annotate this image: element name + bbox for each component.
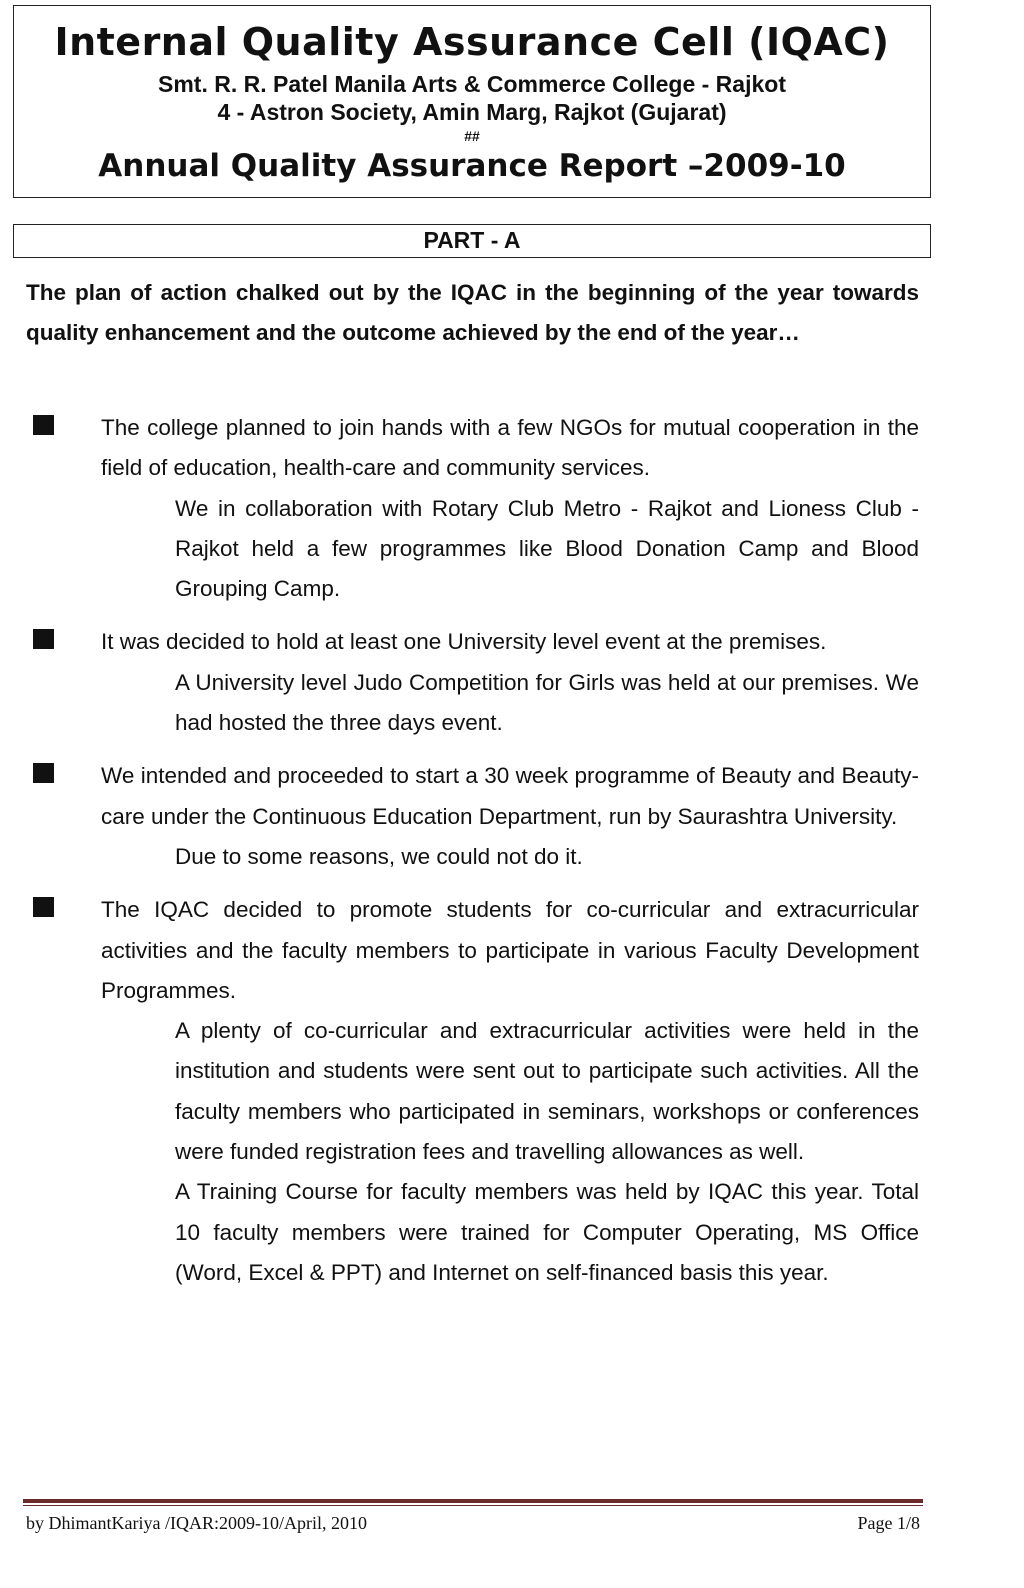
outcome-text: We in collaboration with Rotary Club Metro - Rajkot and Lioness Club - Rajkot held a few programmes like Blood Donation Camp and Blood Grouping Camp. [175, 495, 919, 602]
outcome-text: Due to some reasons, we could not do it. [175, 843, 583, 869]
square-bullet-icon [33, 629, 54, 649]
header-box [13, 5, 931, 198]
action-plan-list [0, 408, 1024, 1306]
header-separator: ## [464, 128, 480, 144]
list-item [0, 408, 1024, 609]
footer-divider-thin [23, 1505, 923, 1506]
report-title: Annual Quality Assurance Report –2009-10 [98, 148, 846, 184]
intro-paragraph: The plan of action chalked out by the IQAC in the beginning of the year towards quality enhancement and the outcome achieved by the end of the year… [26, 280, 919, 346]
outcome-text: A plenty of co-curricular and extracurricular activities were held in the institution and students were sent out to participate such activities. All the faculty members who participated in seminars, workshops or conferences were funded registration fees and travelling allowances as well. [175, 1018, 919, 1165]
list-item [0, 622, 1024, 743]
footer-divider [23, 1499, 923, 1503]
plan-text: We intended and proceeded to start a 30 week programme of Beauty and Beauty-care under the Continuous Education Department, run by Saurashtra University. [101, 763, 919, 829]
part-label: PART - A [13, 224, 931, 258]
list-item [0, 890, 1024, 1293]
square-bullet-icon [33, 897, 54, 917]
plan-text: The IQAC decided to promote students for co-curricular and extracurricular activities and the faculty members to participate in various Faculty Development Programmes. [101, 897, 919, 1003]
college-address: 4 - Astron Society, Amin Marg, Rajkot (Gujarat) [217, 99, 727, 125]
square-bullet-icon [33, 415, 54, 435]
college-name: Smt. R. R. Patel Manila Arts & Commerce College - Rajkot [158, 71, 786, 97]
outcome-text: A Training Course for faculty members was held by IQAC this year. Total 10 faculty members were trained for Computer Operating, MS Office (Word, Excel & PPT) and Internet on self-financed basis this year. [175, 1179, 919, 1285]
plan-text: It was decided to hold at least one University level event at the premises. [101, 629, 827, 655]
list-item [0, 756, 1024, 877]
footer-author: by DhimantKariya /IQAR:2009-10/April, 2010 [26, 1513, 367, 1533]
document-title: Internal Quality Assurance Cell (IQAC) [54, 20, 890, 64]
page-number: Page 1/8 [857, 1513, 920, 1533]
plan-text: The college planned to join hands with a few NGOs for mutual cooperation in the field of education, health-care and community services. [101, 415, 919, 481]
square-bullet-icon [33, 763, 54, 783]
outcome-text: A University level Judo Competition for Girls was held at our premises. We had hosted the three days event. [175, 669, 919, 736]
